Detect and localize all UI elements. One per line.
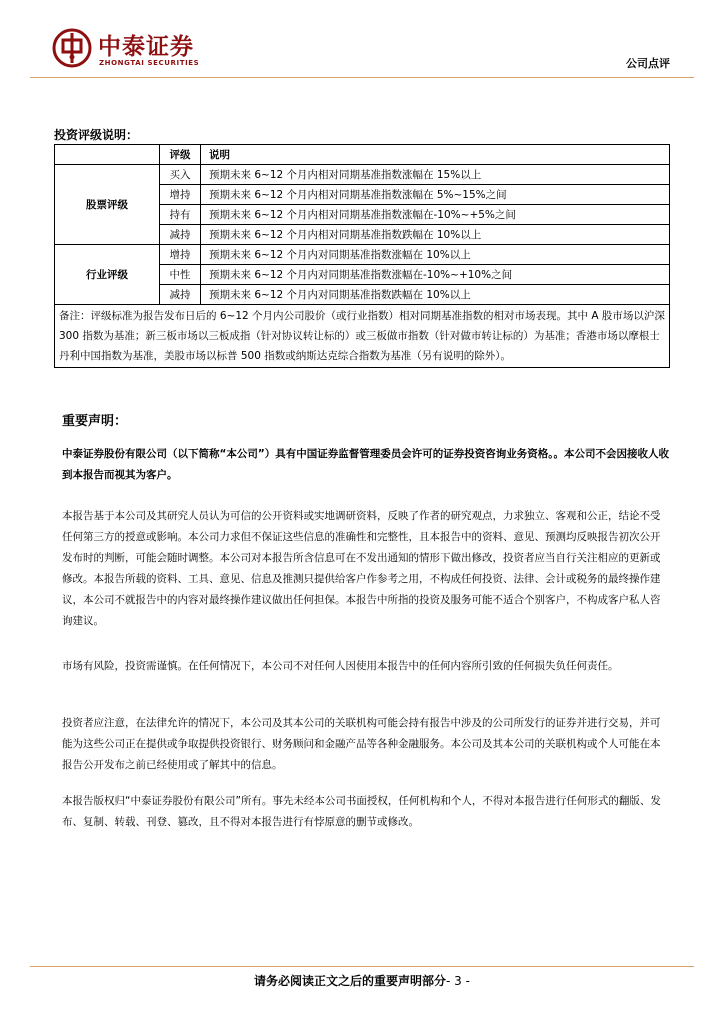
rating-section-title: 投资评级说明： bbox=[54, 128, 139, 142]
rating-desc: 预期未来 6~12 个月内对同期基准指数涨幅在 10%以上 bbox=[201, 245, 670, 265]
rating-level: 增持 bbox=[160, 185, 201, 205]
header-divider bbox=[30, 77, 694, 78]
table-header-level: 评级 bbox=[160, 145, 201, 165]
important-title: 重要声明： bbox=[62, 414, 128, 429]
rating-desc: 预期未来 6~12 个月内相对同期基准指数跌幅在 10%以上 bbox=[201, 225, 670, 245]
company-name-cn: 中泰证券 bbox=[98, 34, 194, 60]
rating-table bbox=[54, 144, 670, 368]
table-header-row bbox=[55, 145, 670, 165]
disclaimer-paragraph-1: 中泰证券股份有限公司（以下简称“本公司”）具有中国证券监督管理委员会许可的证券投资咨询业务资格。。本公司不会因接收人收到本报告而视其为客户。 bbox=[62, 448, 670, 481]
rating-level: 买入 bbox=[160, 165, 201, 185]
rating-desc: 预期未来 6~12 个月内相对同期基准指数涨幅在 15%以上 bbox=[201, 165, 670, 185]
rating-desc: 预期未来 6~12 个月内相对同期基准指数涨幅在 5%~15%之间 bbox=[201, 185, 670, 205]
company-name-en: ZHONGTAI SECURITIES bbox=[99, 59, 200, 67]
footer-divider bbox=[30, 966, 694, 967]
rating-level: 增持 bbox=[160, 245, 201, 265]
rating-desc: 预期未来 6~12 个月内对同期基准指数跌幅在 10%以上 bbox=[201, 285, 670, 305]
rating-desc: 预期未来 6~12 个月内相对同期基准指数涨幅在-10%~+5%之间 bbox=[201, 205, 670, 225]
table-header-blank bbox=[55, 145, 160, 165]
group-stock-rating: 股票评级 bbox=[55, 165, 160, 245]
table-header-desc: 说明 bbox=[201, 145, 670, 165]
rating-level: 减持 bbox=[160, 225, 201, 245]
rating-level: 减持 bbox=[160, 285, 201, 305]
page-header bbox=[0, 0, 724, 80]
disclaimer-paragraph-2: 本报告基于本公司及其研究人员认为可信的公开资料或实地调研资料，反映了作者的研究观点，力求独立、客观和公正，结论不受任何第三方的授意或影响。本公司力求但不保证这些信息的准确性和完整性，且本报告中的资料、意见、预测均反映报告初次公开发布时的判断，可能会随时调整。本公司对本报告所含信息可在不发出通知的情形下做出修改，投资者应当自行关注相应的更新或修改。本报告所载的资料、工具、意见、信息及推测只提供给客户作参考之用，不构成任何投资、法律、会计或税务的最终操作建议，本公司不就报告中的内容对最终操作建议做出任何担保。本报告中所指的投资及服务可能不适合个别客户，不构成客户私人咨询建议。 bbox=[62, 510, 661, 627]
group-industry-rating: 行业评级 bbox=[55, 245, 160, 305]
table-row bbox=[55, 165, 670, 185]
disclaimer-paragraph-4: 投资者应注意，在法律允许的情况下，本公司及其本公司的关联机构可能会持有报告中涉及的公司所发行的证券并进行交易，并可能为这些公司正在提供或争取提供投资银行、财务顾问和金融产品等各种金融服务。本公司及其本公司的关联机构或个人可能在本报告公开发布之前已经使用或了解其中的信息。 bbox=[62, 717, 661, 771]
rating-level: 持有 bbox=[160, 205, 201, 225]
page-number: - 3 - bbox=[446, 974, 470, 988]
disclaimer-paragraph-3: 市场有风险，投资需谨慎。在任何情况下，本公司不对任何人因使用本报告中的任何内容所引致的任何损失负任何责任。 bbox=[62, 660, 619, 672]
disclaimer-paragraph-5: 本报告版权归“中泰证券股份有限公司”所有。事先未经本公司书面授权，任何机构和个人，不得对本报告进行任何形式的翻版、发布、复制、转载、刊登、篡改，且不得对本报告进行有悖原意的删节或修改。 bbox=[62, 795, 661, 828]
page-footer bbox=[0, 972, 724, 989]
table-note-row bbox=[55, 305, 670, 368]
rating-level: 中性 bbox=[160, 265, 201, 285]
rating-note: 备注：评级标准为报告发布日后的 6~12 个月内公司股价（或行业指数）相对同期基准指数的相对市场表现。其中 A 股市场以沪深 300 指数为基准；新三板市场以三板成指（针对协议转让标的）或三板做市指数（针对做市转让标的）为基准；香港市场以摩根士丹利中国指数为基准，美股市场以标普 500 指数或纳斯达克综合指数为基准（另有说明的除外）。 bbox=[55, 305, 670, 368]
rating-desc: 预期未来 6~12 个月内对同期基准指数涨幅在-10%~+10%之间 bbox=[201, 265, 670, 285]
table-row bbox=[55, 245, 670, 265]
footer-text: 请务必阅读正文之后的重要声明部分 bbox=[254, 974, 447, 988]
report-type-label: 公司点评 bbox=[626, 57, 670, 70]
zhongtai-logo-icon bbox=[52, 28, 92, 68]
